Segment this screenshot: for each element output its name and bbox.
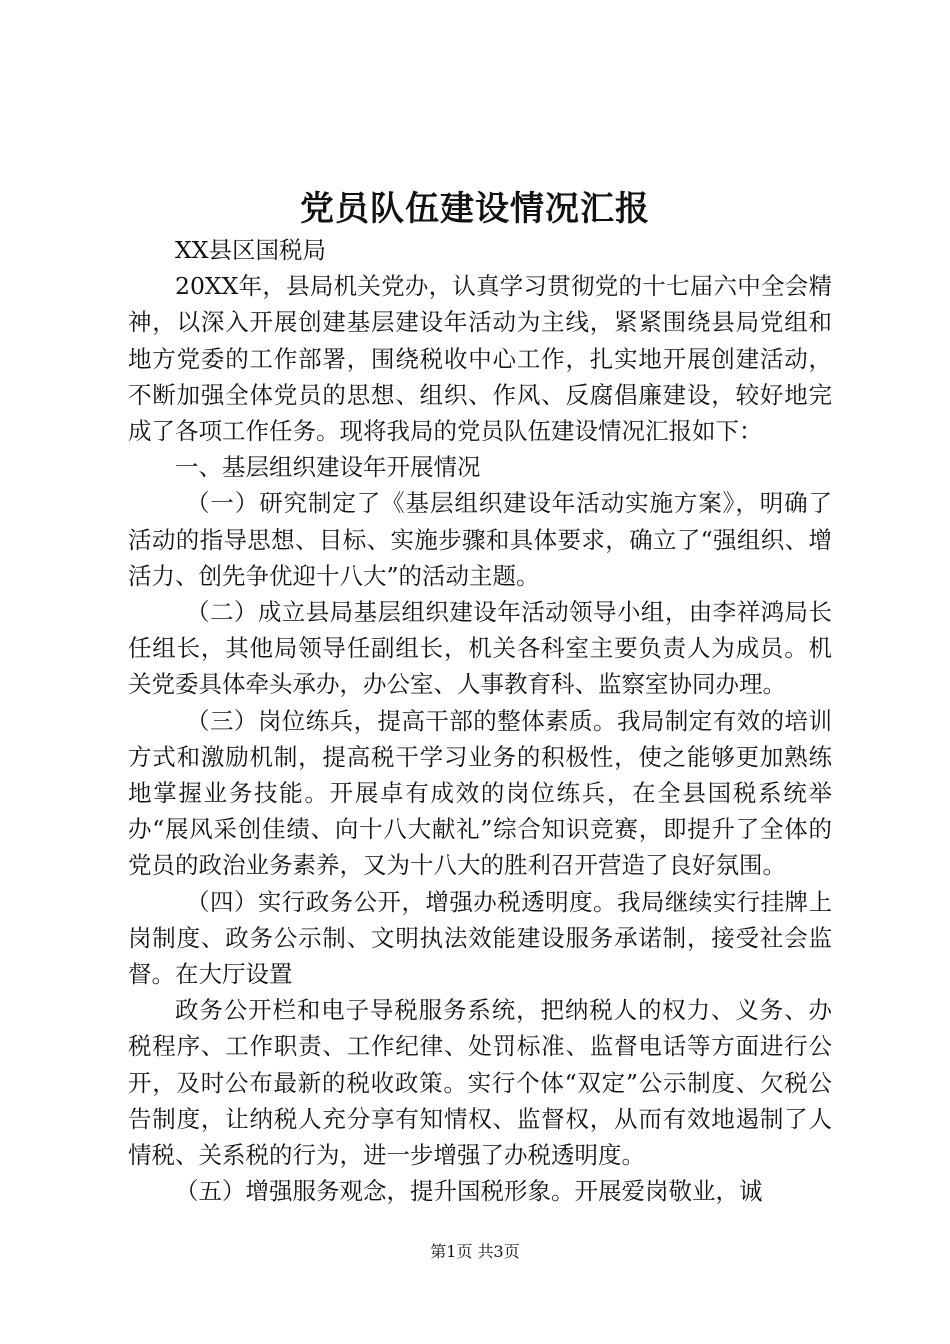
item-paragraph-4: （四）实行政务公开，增强办税透明度。我局继续实行挂牌上岗制度、政务公示制、文明执法效能建设服务承诺制，接受社会监督。在大厅设置 xyxy=(128,887,832,989)
page-title: 党员队伍建设情况汇报 xyxy=(300,189,650,229)
item-paragraph-5: （五）增强服务观念，提升国税形象。开展爱岗敬业，诚 xyxy=(175,1177,763,1206)
page-footer: 第1页 共3页 xyxy=(430,1242,520,1261)
item-paragraph-2: （二）成立县局基层组织建设年活动领导小组，由李祥鸿局长任组长，其他局领导任副组长，机关各科室主要负责人为成员。机关党委具体牵头承办，办公室、人事教育科、监察室协同办理。 xyxy=(128,598,832,699)
document-body xyxy=(128,232,832,1209)
item-paragraph-3: （三）岗位练兵，提高干部的整体素质。我局制定有效的培训方式和激励机制，提高税干学习业务的积极性，使之能够更加熟练地掌握业务技能。开展卓有成效的岗位练兵，在全县国税系统举办“展风采创佳绩、向十八大献礼”综合知识竞赛，即提升了全体的党员的政治业务素养，又为十八大的胜利召开营造了良好氛围。 xyxy=(128,706,832,880)
intro-paragraph: 20XX年，县局机关党办，认真学习贯彻党的十七届六中全会精神，以深入开展创建基层建设年活动为主线，紧紧围绕县局党组和地方党委的工作部署，围绕税收中心工作，扎实地开展创建活动，不断加强全体党员的思想、组织、作风、反腐倡廉建设，较好地完成了各项工作任务。现将我局的党员队伍建设情况汇报如下： xyxy=(128,272,832,446)
continuation-paragraph: 政务公开栏和电子导税服务系统，把纳税人的权力、义务、办税程序、工作职责、工作纪律、处罚标准、监督电话等方面进行公开，及时公布最新的税收政策。实行个体“双定”公示制度、欠税公告制度，让纳税人充分享有知情权、监督权，从而有效地遏制了人情税、关系税的行为，进一步增强了办税透明度。 xyxy=(128,996,832,1170)
item-paragraph-1: （一）研究制定了《基层组织建设年活动实施方案》，明确了活动的指导思想、目标、实施步骤和具体要求，确立了“强组织、增活力、创先争优迎十八大”的活动主题。 xyxy=(128,489,832,590)
section-heading: 一、基层组织建设年开展情况 xyxy=(175,453,481,482)
author-line: XX县区国税局 xyxy=(175,236,326,264)
